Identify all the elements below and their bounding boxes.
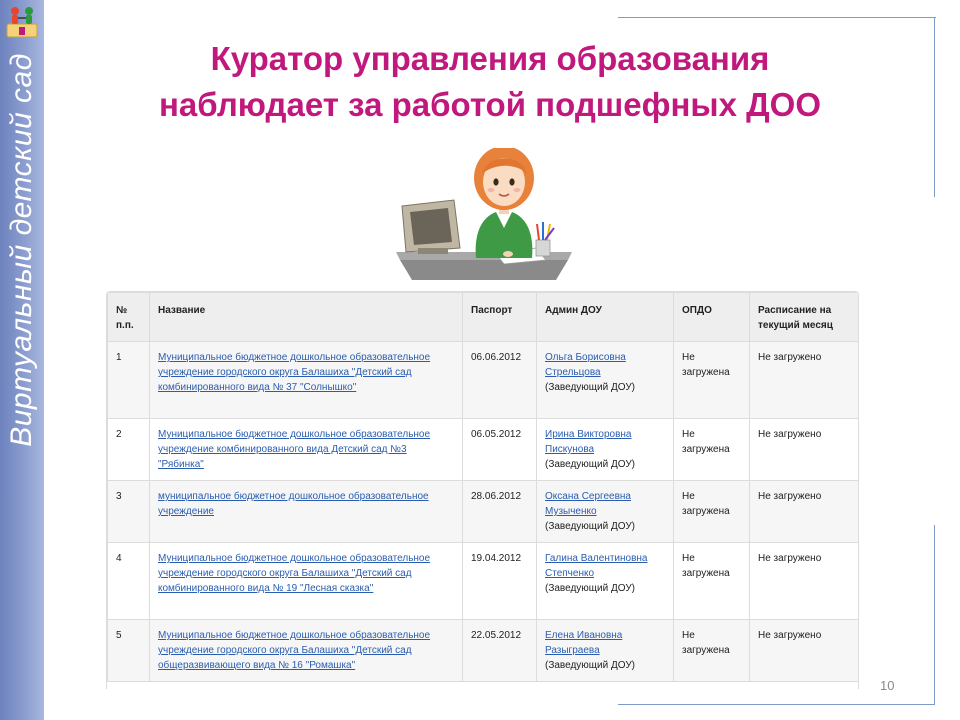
cell-opdo: Не загружена (674, 342, 750, 419)
admin-role: (Заведующий ДОУ) (545, 459, 635, 470)
cell-admin (537, 419, 674, 481)
column-header-number: № п.п. (108, 293, 150, 342)
cell-name (150, 419, 463, 481)
column-header-name: Название (150, 293, 463, 342)
cell-name (150, 481, 463, 543)
cell-opdo: Не загружена (674, 543, 750, 620)
cell-passport: 19.04.2012 (463, 543, 537, 620)
frame-line-top (618, 17, 936, 18)
column-header-schedule: Расписание на текущий месяц (750, 293, 859, 342)
cell-schedule: Не загружено (750, 419, 859, 481)
cell-passport: 06.06.2012 (463, 342, 537, 419)
sidebar-title: Виртуальный детский сад (5, 53, 38, 447)
kids-logo-icon (6, 4, 38, 38)
table-row (108, 543, 859, 620)
frame-line-bottom (618, 704, 935, 705)
kindergarten-link[interactable]: Муниципальное бюджетное дошкольное образовательное учреждение комбинированного вида Детский сад №3 "Рябинка" (158, 429, 431, 470)
admin-link[interactable]: Ольга Борисовна Стрельцова (545, 352, 626, 378)
slide-title-line-2: наблюдает за работой подшефных ДОО (159, 86, 821, 123)
cell-schedule: Не загружено (750, 342, 859, 419)
frame-line-bottom-right (934, 525, 935, 705)
cell-number: 2 (108, 419, 150, 481)
cell-passport: 28.06.2012 (463, 481, 537, 543)
kindergarten-link[interactable]: Муниципальное бюджетное дошкольное образовательное учреждение городского округа Балашиха "Детский сад общеразвивающего вида № 16 "Ромашка" (158, 630, 431, 671)
cell-schedule: Не загружено (750, 620, 859, 682)
cell-number: 3 (108, 481, 150, 543)
admin-link[interactable]: Галина Валентиновна Степченко (545, 553, 648, 579)
admin-link[interactable]: Оксана Сергеевна Музыченко (545, 491, 631, 517)
cell-schedule: Не загружено (750, 481, 859, 543)
table-row (108, 342, 859, 419)
cell-passport: 06.05.2012 (463, 419, 537, 481)
admin-role: (Заведующий ДОУ) (545, 521, 635, 532)
cell-schedule: Не загружено (750, 543, 859, 620)
sidebar (0, 0, 44, 720)
table-row (108, 620, 859, 682)
kindergartens-table (106, 291, 859, 689)
cell-admin (537, 620, 674, 682)
kindergarten-link[interactable]: Муниципальное бюджетное дошкольное образовательное учреждение городского округа Балашиха "Детский сад комбинированного вида № 37 "Солнышко" (158, 352, 431, 393)
kindergarten-link[interactable]: Муниципальное бюджетное дошкольное образовательное учреждение городского округа Балашиха "Детский сад комбинированного вида № 19 "Лесная сказка" (158, 553, 431, 594)
cell-name (150, 543, 463, 620)
cell-name (150, 620, 463, 682)
cell-number: 1 (108, 342, 150, 419)
table-header-row (108, 293, 859, 342)
cell-passport: 22.05.2012 (463, 620, 537, 682)
table-row (108, 481, 859, 543)
table-row (108, 419, 859, 481)
admin-role: (Заведующий ДОУ) (545, 382, 635, 393)
cell-admin (537, 543, 674, 620)
column-header-admin: Админ ДОУ (537, 293, 674, 342)
kindergarten-link[interactable]: муниципальное бюджетное дошкольное образовательное учреждение (158, 491, 429, 517)
cell-opdo: Не загружена (674, 419, 750, 481)
column-header-opdo: ОПДО (674, 293, 750, 342)
teacher-at-computer-illustration (396, 148, 572, 280)
admin-link[interactable]: Ирина Викторовна Пискунова (545, 429, 632, 455)
admin-role: (Заведующий ДОУ) (545, 583, 635, 594)
cell-opdo: Не загружена (674, 481, 750, 543)
admin-role: (Заведующий ДОУ) (545, 660, 635, 671)
cell-opdo: Не загружена (674, 620, 750, 682)
slide-title (44, 36, 936, 128)
page-number: 10 (880, 678, 895, 693)
admin-link[interactable]: Елена Ивановна Разыграева (545, 630, 623, 656)
slide-title-line-1: Куратор управления образования (210, 40, 770, 77)
cell-admin (537, 481, 674, 543)
cell-number: 4 (108, 543, 150, 620)
cell-name (150, 342, 463, 419)
column-header-passport: Паспорт (463, 293, 537, 342)
cell-number: 5 (108, 620, 150, 682)
cell-admin (537, 342, 674, 419)
